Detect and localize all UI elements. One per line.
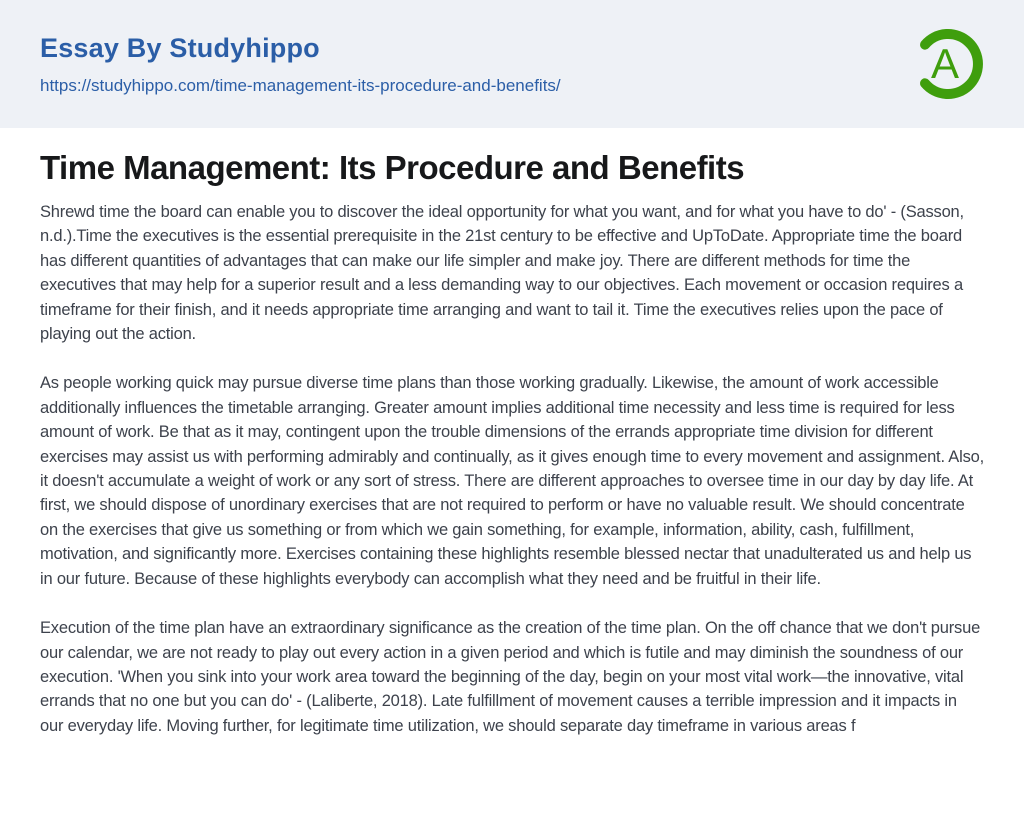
logo-letter: A bbox=[930, 40, 960, 87]
article-paragraph-3: Execution of the time plan have an extraordinary significance as the creation of the time plan. On the off chance that we don't pursue our calendar, we are not ready to play out every action in a given period and which is futile and may diminish the soundness of our execution. 'When you sink into your work area toward the beginning of the day, begin on your most vital work—the innovative, vital errands that no one but you can do' - (Laliberte, 2018). Late fulfillment of movement causes a terrible impression and it impacts in our everyday life. Moving further, for legitimate time utilization, we should separate day timeframe in various areas f bbox=[40, 619, 981, 735]
site-title: Essay By Studyhippo bbox=[40, 32, 320, 63]
essay-url-link[interactable]: https://studyhippo.com/time-management-its-procedure-and-benefits/ bbox=[40, 75, 561, 95]
header-text bbox=[40, 33, 561, 96]
article bbox=[0, 149, 1024, 738]
studyhippo-logo-icon bbox=[908, 24, 988, 104]
header bbox=[0, 0, 1024, 128]
article-paragraph-1: Shrewd time the board can enable you to discover the ideal opportunity for what you want, and for what you have to do' - (Sasson, n.d.).Time the executives is the essential prerequisite in the 21st century to be effective and UpToDate. Appropriate time the board has different quantities of advantages that can make our life simpler and make joy. There are different methods for time the executives that may help for a superior result and a less demanding way to our objectives. Each movement or occasion requires a timeframe for their finish, and it needs appropriate time arranging and want to tail it. Time the executives relies upon the pace of playing out the action. bbox=[40, 203, 964, 344]
article-paragraph-2: As people working quick may pursue diverse time plans than those working gradually. Likewise, the amount of work accessible additionally influences the timetable arranging. Greater amount implies additional time necessity and less time is required for less amount of work. Be that as it may, contingent upon the trouble dimensions of the errands appropriate time division for different exercises may assist us with performing admirably and continually, as it gives enough time to every movement and assignment. Also, it doesn't accumulate a weight of work or any sort of stress. There are different approaches to oversee time in our day by day life. At first, we should dispose of unordinary exercises that are not required to perform or have no valuable result. We should concentrate on the exercises that give us something or from which we gain something, for example, information, ability, cash, fulfillment, motivation, and significantly more. Exercises containing these highlights resemble blessed nectar that unadulterated us and help us in our future. Because of these highlights everybody can accomplish what they need and be fruitful in their life. bbox=[40, 374, 984, 588]
page-title: Time Management: Its Procedure and Benefits bbox=[40, 149, 745, 186]
